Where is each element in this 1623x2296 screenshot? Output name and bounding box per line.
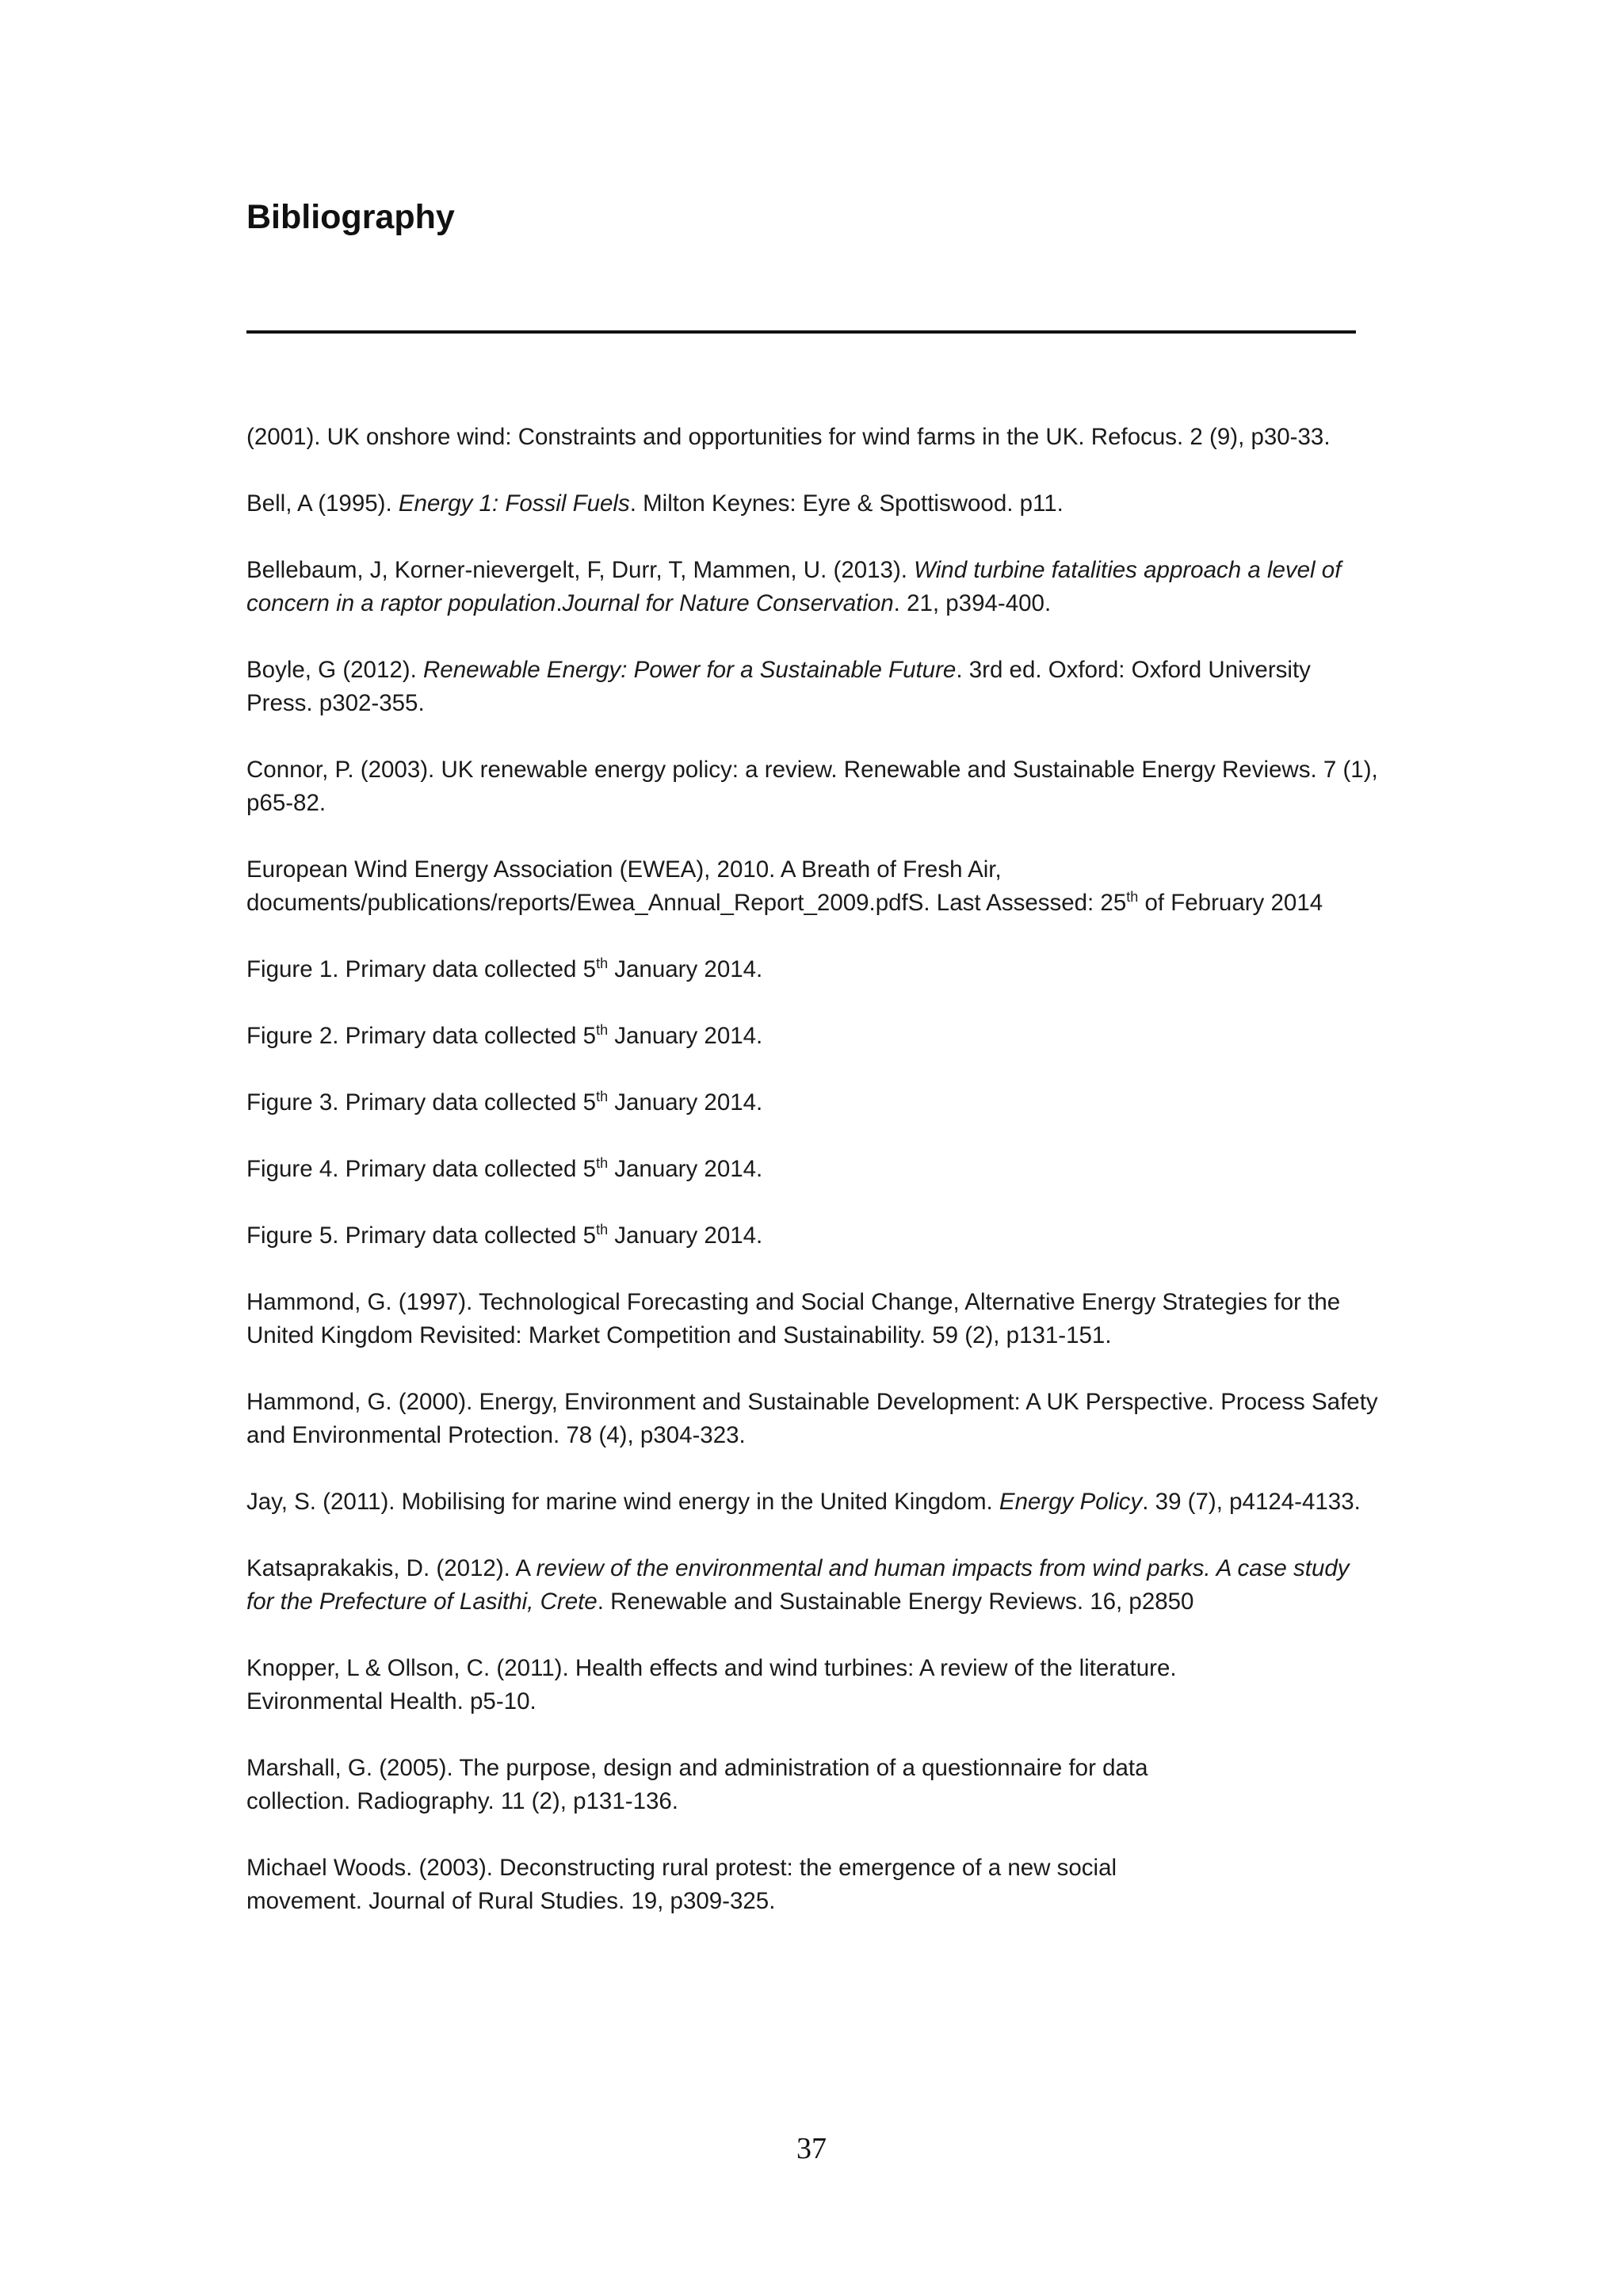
reference-item: Figure 2. Primary data collected 5th January 2014.	[246, 1022, 763, 1049]
reference-list	[246, 421, 1380, 1951]
reference-item: Knopper, L & Ollson, C. (2011). Health effects and wind turbines: A review of the literature. Evironmental Health. p5-10.	[246, 1655, 1177, 1714]
reference-item: Bell, A (1995). Energy 1: Fossil Fuels. Milton Keynes: Eyre & Spottiswood. p11.	[246, 490, 1064, 517]
reference-item: Figure 5. Primary data collected 5th January 2014.	[246, 1222, 763, 1249]
reference-item: Figure 1. Primary data collected 5th January 2014.	[246, 955, 763, 982]
reference-item: Bellebaum, J, Korner-nievergelt, F, Durr, T, Mammen, U. (2013). Wind turbine fatalities approach a level of concern in a raptor population.Journal for Nature Conservation. 21, p394-400.	[246, 557, 1342, 616]
reference-item: Marshall, G. (2005). The purpose, design and administration of a questionnaire for data collection. Radiography. 11 (2), p131-136.	[246, 1755, 1148, 1814]
reference-item: (2001). UK onshore wind: Constraints and opportunities for wind farms in the UK. Refocus. 2 (9), p30-33.	[246, 424, 1331, 450]
reference-item: Hammond, G. (2000). Energy, Environment and Sustainable Development: A UK Perspective. Process Safety and Environmental Protection. 78 (4), p304-323.	[246, 1389, 1378, 1448]
page-title: Bibliography	[246, 198, 455, 236]
reference-item: Katsaprakakis, D. (2012). A review of the environmental and human impacts from wind parks. A case study for the Prefecture of Lasithi, Crete. Renewable and Sustainable Energy Reviews. 16, p2850	[246, 1555, 1350, 1615]
reference-item: Hammond, G. (1997). Technological Forecasting and Social Change, Alternative Energy Strategies for the United Kingdom Revisited: Market Competition and Sustainability. 59 (2), p131-151.	[246, 1289, 1341, 1348]
reference-item: Jay, S. (2011). Mobilising for marine wind energy in the United Kingdom. Energy Policy. 39 (7), p4124-4133.	[246, 1489, 1361, 1515]
title-underline	[246, 330, 1356, 334]
reference-item: Michael Woods. (2003). Deconstructing rural protest: the emergence of a new social movement. Journal of Rural Studies. 19, p309-325.	[246, 1855, 1117, 1914]
page-number: 37	[796, 2132, 827, 2165]
reference-item: European Wind Energy Association (EWEA), 2010. A Breath of Fresh Air, documents/publications/reports/Ewea_Annual_Report_2009.pdfS. Last Assessed: 25th of February 2014	[246, 856, 1323, 916]
reference-item: Figure 4. Primary data collected 5th January 2014.	[246, 1155, 763, 1182]
reference-item: Boyle, G (2012). Renewable Energy: Power for a Sustainable Future. 3rd ed. Oxford: Oxford University Press. p302-355.	[246, 657, 1311, 716]
reference-item: Figure 3. Primary data collected 5th January 2014.	[246, 1089, 763, 1116]
reference-item: Connor, P. (2003). UK renewable energy policy: a review. Renewable and Sustainable Energy Reviews. 7 (1), p65-82.	[246, 757, 1378, 816]
